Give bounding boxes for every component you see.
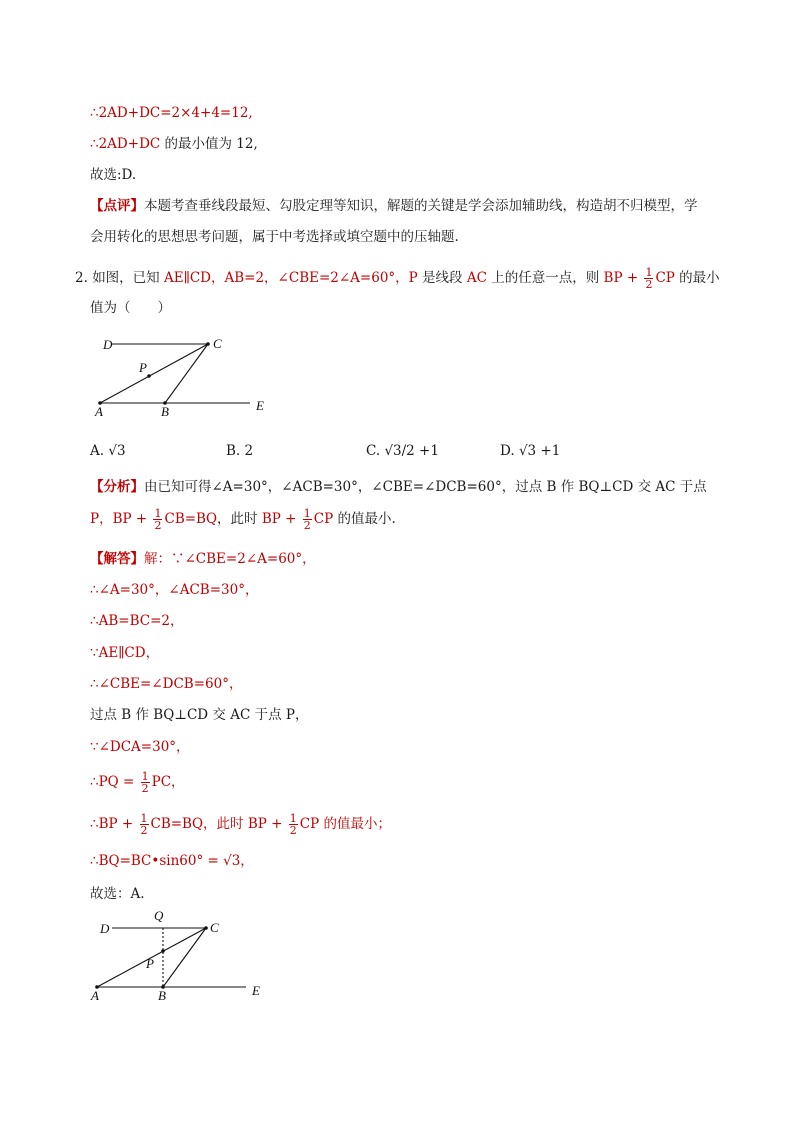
analysis-frac-2 bbox=[303, 508, 312, 531]
solution-line-0 bbox=[90, 549, 316, 569]
frac-den: 2 bbox=[154, 519, 162, 532]
line-min-value bbox=[90, 134, 258, 154]
frac-den: 2 bbox=[140, 824, 148, 837]
seg-BC bbox=[165, 344, 208, 403]
solution-tag: 【解答】 bbox=[90, 551, 144, 567]
option-a-value: √3 bbox=[108, 443, 126, 459]
q2-stem-c: 是线段 bbox=[417, 270, 467, 286]
analysis-frac-1 bbox=[153, 508, 162, 531]
comment-line-1 bbox=[90, 196, 698, 216]
frac-den: 2 bbox=[645, 278, 653, 291]
option-b-value: 2 bbox=[244, 443, 254, 459]
text: 的最小值为 12, bbox=[160, 136, 258, 152]
solution-line-4: ∴∠CBE=∠DCB=60°， bbox=[90, 676, 243, 692]
option-c[interactable] bbox=[366, 441, 439, 461]
option-c-value: √3/2 +1 bbox=[384, 443, 439, 459]
label-P: P bbox=[139, 360, 147, 375]
q2-stem-a: 如图，已知 bbox=[92, 270, 164, 286]
solution-text-0: 解：∵∠CBE=2∠A=60°， bbox=[144, 551, 316, 567]
option-a[interactable] bbox=[90, 441, 126, 461]
comment-line-2: 会用转化的思想思考问题，属于中考选择或填空题中的压轴题. bbox=[90, 229, 459, 245]
q2-stem-g: CP bbox=[655, 270, 675, 286]
solution-line-9: ∴BQ=BC•sin60° = √3， bbox=[90, 853, 254, 869]
frac-num: 1 bbox=[289, 812, 297, 825]
solution-line-2: ∴AB=BC=2， bbox=[90, 613, 184, 629]
solution-frac-7 bbox=[141, 771, 150, 794]
solution-7b: PC， bbox=[151, 774, 185, 790]
label-Q: Q bbox=[154, 908, 164, 923]
label-A: A bbox=[95, 404, 103, 419]
q2-stem-e: 上的任意一点，则 bbox=[486, 270, 604, 286]
analysis-2a: P，BP + bbox=[90, 511, 152, 527]
line-choose-d: 故选:D. bbox=[90, 167, 137, 183]
solution-line-3: ∵AE∥CD， bbox=[90, 645, 160, 661]
solution-frac-8b bbox=[289, 813, 298, 836]
label-C: C bbox=[210, 920, 219, 935]
frac-num: 1 bbox=[303, 507, 311, 520]
analysis-line-2 bbox=[90, 508, 396, 531]
option-d-value: √3 +1 bbox=[518, 443, 561, 459]
seg-BC bbox=[163, 928, 206, 987]
comment-text-1: 本题考查垂线段最短、勾股定理等知识，解题的关键是学会添加辅助线，构造胡不归模型，学 bbox=[144, 198, 698, 214]
option-a-label: A. bbox=[90, 443, 105, 459]
frac-den: 2 bbox=[289, 824, 297, 837]
frac-den: 2 bbox=[303, 519, 311, 532]
label-E: E bbox=[252, 983, 260, 998]
q2-stem-h: 的最小 bbox=[674, 270, 720, 286]
figure-1 bbox=[90, 330, 290, 420]
solution-line-6: ∵∠DCA=30°， bbox=[90, 739, 190, 755]
point-C bbox=[206, 342, 210, 346]
analysis-tag: 【分析】 bbox=[90, 479, 144, 495]
label-B: B bbox=[161, 404, 169, 419]
line-2ad-dc-calc: ∴2AD+DC=2×4+4=12, bbox=[90, 105, 253, 121]
analysis-2b: CB=BQ bbox=[164, 511, 218, 527]
solution-8c: CP 的值最小； bbox=[299, 816, 391, 832]
frac-num: 1 bbox=[141, 770, 149, 783]
q2-fraction bbox=[644, 267, 653, 290]
label-D: D bbox=[103, 337, 113, 352]
solution-line-5: 过点 B 作 BQ⊥CD 交 AC 于点 P， bbox=[90, 707, 309, 723]
label-E: E bbox=[256, 398, 264, 413]
option-d[interactable] bbox=[500, 441, 560, 461]
label-P: P bbox=[146, 956, 154, 971]
solution-line-8 bbox=[90, 813, 391, 836]
solution-line-10: 故选：A. bbox=[90, 886, 145, 902]
analysis-2d: BP + bbox=[261, 511, 301, 527]
analysis-line-1 bbox=[90, 477, 707, 497]
comment-tag: 【点评】 bbox=[90, 198, 144, 214]
solution-7a: ∴PQ = bbox=[90, 774, 139, 790]
solution-8a: ∴BP + bbox=[90, 816, 138, 832]
q2-number: 2. bbox=[75, 270, 88, 286]
option-b[interactable] bbox=[226, 441, 253, 461]
option-c-label: C. bbox=[366, 443, 381, 459]
frac-num: 1 bbox=[645, 266, 653, 279]
point-P bbox=[147, 374, 151, 378]
option-b-label: B. bbox=[226, 443, 241, 459]
point-P bbox=[161, 949, 165, 953]
frac-num: 1 bbox=[154, 507, 162, 520]
q2-stem-line-1 bbox=[75, 267, 720, 290]
figure-2 bbox=[88, 905, 288, 1005]
q2-stem-b: AE∥CD，AB=2，∠CBE=2∠A=60°，P bbox=[163, 270, 418, 286]
label-A: A bbox=[91, 988, 99, 1003]
option-d-label: D. bbox=[500, 443, 515, 459]
analysis-text-1: 由已知可得∠A=30°，∠ACB=30°，∠CBE=∠DCB=60°，过点 B 作 BQ⊥CD 交 AC 于点 bbox=[144, 479, 707, 495]
analysis-2f: 的值最小. bbox=[333, 511, 396, 527]
analysis-2c: ，此时 bbox=[217, 511, 262, 527]
q2-stem-line-2: 值为（ ） bbox=[90, 300, 171, 316]
solution-line-1: ∴∠A=30°，∠ACB=30°， bbox=[90, 582, 259, 598]
label-C: C bbox=[213, 336, 222, 351]
label-D: D bbox=[100, 921, 110, 936]
frac-num: 1 bbox=[140, 812, 148, 825]
q2-stem-f: BP + bbox=[603, 270, 643, 286]
label-B: B bbox=[158, 988, 166, 1003]
analysis-2e: CP bbox=[313, 511, 334, 527]
q2-stem-d: AC bbox=[466, 270, 487, 286]
expr: ∴2AD+DC bbox=[90, 136, 161, 152]
point-C bbox=[204, 926, 208, 930]
frac-den: 2 bbox=[141, 782, 149, 795]
solution-frac-8a bbox=[140, 813, 149, 836]
seg-AC bbox=[100, 344, 208, 403]
solution-line-7 bbox=[90, 771, 185, 794]
solution-8b: CB=BQ，此时 BP + bbox=[150, 816, 287, 832]
